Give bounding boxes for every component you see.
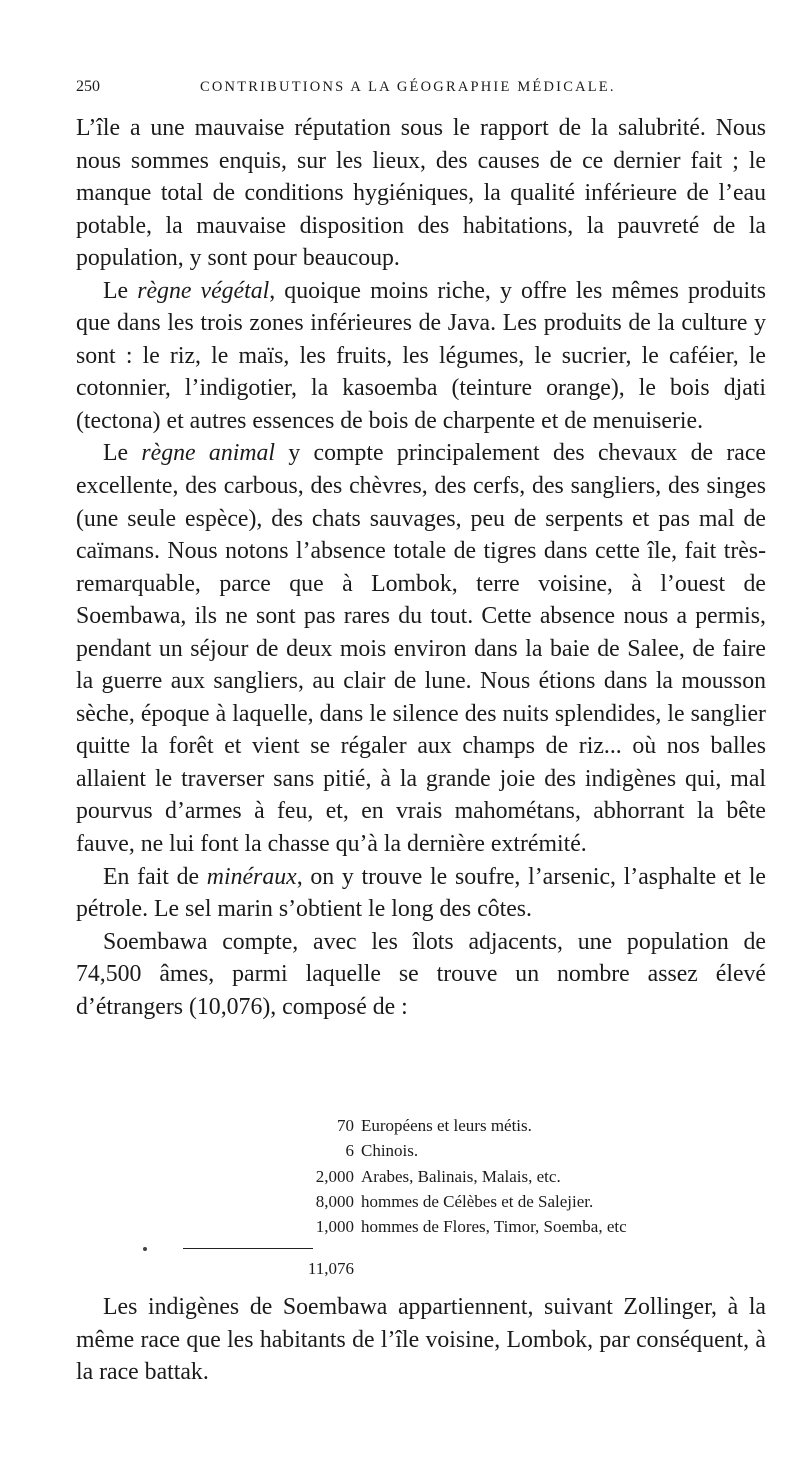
paragraph-regne-vegetal: [76, 275, 766, 438]
paragraph-body: y compte principalement des chevaux de race excellente, des carbous, des chèvres, des cerfs, des sangliers, des singes (une seule espèce), des chats sauvages, peu de serpents et pas mal de caïmans. Nous notons l’absence totale de tigres dans cette île, fait très-remarquable, parce que à Lombok, terre voisine, à l’ouest de Soembawa, ils ne sont pas rares du tout. Cette absence nous a permis, pendant un séjour de deux mois environ dans la baie de Salee, de faire la guerre aux sangliers, au clair de lune. Nous étions dans la mousson sèche, époque à laquelle, dans le silence des nuits splendides, le sanglier quitte la forêt et vient se régaler aux champs de riz... où nos balles allaient le traverser sans pitié, à la grande joie des indigènes qui, mal pourvus d’armes à feu, et, en vrais mahométans, abhorrant la bête fauve, ne lui font la chasse qu’à la dernière extrémité.: [76, 440, 766, 858]
paragraph-salubrite: L’île a une mauvaise réputation sous le rapport de la salubrité. Nous nous sommes enquis, sur les lieux, des causes de ce dernier fait ; le manque total de conditions hygiéniques, la qualité inférieure de l’eau potable, la mauvaise disposition des habitations, la pauvreté de la population, y sont pour beaucoup.: [76, 115, 766, 272]
row-description: Chinois.: [361, 1141, 419, 1161]
row-number: 2,000: [315, 1166, 354, 1186]
paragraph-closing: Les indigènes de Soembawa appartiennent, suivant Zollinger, à la même race que les habitants de l’île voisine, Lombok, par conséquent, à la race battak.: [76, 1294, 766, 1386]
running-title: CONTRIBUTIONS A LA GÉOGRAPHIE MÉDICALE.: [200, 79, 616, 95]
paragraph-lead: Le: [103, 440, 142, 467]
closing-text: [76, 1291, 766, 1389]
italic-term-mineraux: minéraux: [206, 863, 297, 890]
stray-dot: [143, 1247, 147, 1251]
table-row: [76, 1164, 766, 1189]
table-total: 11,076: [307, 1259, 354, 1278]
page-number: 250: [76, 78, 100, 95]
table-row: [76, 1189, 766, 1214]
body-text: [76, 112, 766, 1023]
italic-term-regne-animal: règne animal: [141, 440, 276, 467]
row-number: 6: [345, 1141, 354, 1161]
table-row: [76, 1138, 766, 1163]
row-number: 70: [337, 1116, 354, 1135]
paragraph-population: Soembawa compte, avec les îlots adjacents, une population de 74,500 âmes, parmi laquelle se trouve un nombre assez élevé d’étrangers (10,076), composé de :: [76, 928, 766, 1020]
row-description: Arabes, Balinais, Malais, etc.: [361, 1166, 561, 1186]
paragraph-lead: Le: [103, 277, 138, 304]
row-number: 1,000: [315, 1217, 354, 1237]
paragraph-lead: En fait de: [103, 863, 207, 890]
row-description: hommes de Célèbes et de Salejier.: [361, 1191, 594, 1211]
table-row: [76, 1214, 766, 1239]
row-number: 8,000: [315, 1191, 354, 1211]
paragraph-regne-animal: [76, 437, 766, 860]
running-header: [76, 76, 736, 106]
italic-term-regne-vegetal: règne végétal: [137, 277, 270, 304]
population-table: [76, 1113, 766, 1239]
paragraph-body: , quoique moins riche, y offre les mêmes produits que dans les trois zones inférieures de Java. Les produits de la culture y sont : le riz, le maïs, les fruits, les légumes, le sucrier, le caféier, le cotonnier, l’indigotier, la kasoemba (teinture orange), le bois djati (tectona) et autres essences de bois de charpente et de menuiserie.: [76, 277, 766, 434]
row-description: Européens et leurs métis.: [361, 1116, 532, 1135]
table-row: [76, 1113, 766, 1138]
sum-rule: [183, 1248, 313, 1249]
paragraph-body: , on y trouve le soufre, l’arsenic, l’asphalte et le pétrole. Le sel marin s’obtient le long des côtes.: [76, 863, 766, 923]
paragraph-mineraux: [76, 861, 766, 926]
row-description: hommes de Flores, Timor, Soemba, etc: [361, 1217, 627, 1237]
